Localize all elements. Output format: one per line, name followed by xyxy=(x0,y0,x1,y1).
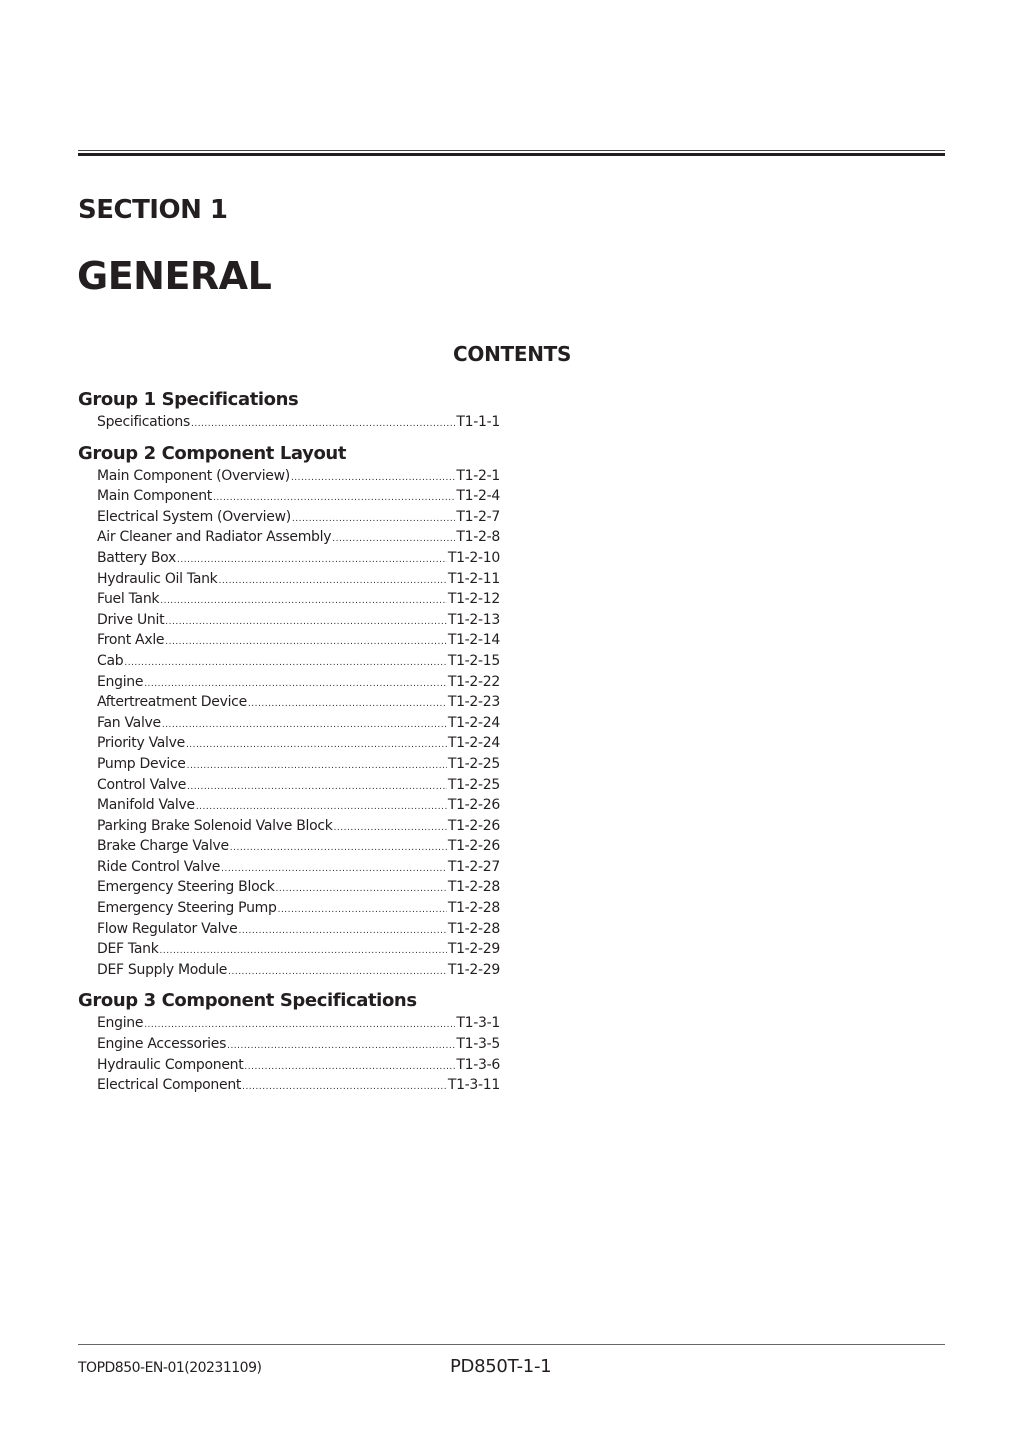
section-title: GENERAL xyxy=(77,254,272,298)
toc-entry-page: T1-2-27 xyxy=(447,858,500,875)
dot-leader xyxy=(278,900,447,921)
toc-entry-title: Hydraulic Oil Tank xyxy=(97,570,218,587)
toc-entry[interactable] xyxy=(78,857,500,878)
toc-entry-title: Control Valve xyxy=(97,776,187,793)
toc-entry-page: T1-2-1 xyxy=(456,467,500,484)
toc-entry[interactable] xyxy=(78,877,500,898)
toc-entry-title: DEF Supply Module xyxy=(97,961,228,978)
toc-entry[interactable] xyxy=(78,486,500,507)
toc-entry-page: T1-2-26 xyxy=(447,817,500,834)
dot-leader xyxy=(144,674,447,695)
dot-leader xyxy=(334,818,447,839)
toc-entry-page: T1-2-10 xyxy=(447,549,500,566)
section-label: SECTION 1 xyxy=(78,195,228,225)
toc-entry-title: Emergency Steering Pump xyxy=(97,900,277,917)
dot-leader xyxy=(165,612,447,633)
toc-entry-title: Priority Valve xyxy=(97,735,185,752)
toc-entry-title: Front Axle xyxy=(97,632,165,649)
dot-leader xyxy=(160,591,447,612)
toc-entry[interactable] xyxy=(78,692,500,713)
dot-leader xyxy=(242,1077,447,1098)
toc-entry-title: Parking Brake Solenoid Valve Block xyxy=(97,817,333,834)
toc-entry[interactable] xyxy=(78,1034,500,1055)
toc-entry-page: T1-2-22 xyxy=(447,673,500,690)
header-double-rule xyxy=(78,150,945,156)
toc-entry-page: T1-2-29 xyxy=(447,941,500,958)
dot-leader xyxy=(221,859,447,880)
toc-entry[interactable] xyxy=(78,939,500,960)
rule-thick-line xyxy=(78,153,945,156)
dot-leader xyxy=(291,468,455,489)
toc-entry-page: T1-2-8 xyxy=(456,529,500,546)
toc-entry-title: Drive Unit xyxy=(97,611,165,628)
toc-entry-title: Ride Control Valve xyxy=(97,858,221,875)
footer-rule xyxy=(78,1344,945,1345)
toc-entry-title: Engine xyxy=(97,673,144,690)
toc-entry[interactable] xyxy=(78,898,500,919)
toc-entry[interactable] xyxy=(78,466,500,487)
dot-leader xyxy=(227,1036,455,1057)
toc-entry[interactable] xyxy=(78,507,500,528)
toc-entry-title: Emergency Steering Block xyxy=(97,879,275,896)
dot-leader xyxy=(186,735,447,756)
dot-leader xyxy=(228,962,447,983)
table-of-contents xyxy=(78,388,500,1105)
toc-entry-title: Engine Accessories xyxy=(97,1036,227,1053)
toc-entry-title: DEF Tank xyxy=(97,941,159,958)
toc-entry-title: Specifications xyxy=(97,414,190,430)
toc-entry-title: Cab xyxy=(97,652,124,669)
toc-entry-page: T1-2-13 xyxy=(447,611,500,628)
toc-entry[interactable] xyxy=(78,836,500,857)
toc-entry-title: Fuel Tank xyxy=(97,591,160,608)
toc-entry-title: Aftertreatment Device xyxy=(97,694,247,711)
toc-entry-page: T1-2-25 xyxy=(447,776,500,793)
toc-entry-page: T1-3-1 xyxy=(456,1015,500,1032)
dot-leader xyxy=(124,653,446,674)
toc-entry[interactable] xyxy=(78,733,500,754)
toc-entry-title: Air Cleaner and Radiator Assembly xyxy=(97,529,332,546)
toc-entry[interactable] xyxy=(78,610,500,631)
toc-group xyxy=(78,388,500,433)
dot-leader xyxy=(196,797,447,818)
toc-entry-page: T1-2-12 xyxy=(447,591,500,608)
dot-leader xyxy=(276,879,447,900)
toc-entry-page: T1-2-28 xyxy=(447,879,500,896)
toc-entry-title: Main Component xyxy=(97,488,212,505)
dot-leader xyxy=(248,694,447,715)
toc-entry-page: T1-2-14 xyxy=(447,632,500,649)
toc-entry-page: T1-3-11 xyxy=(447,1077,500,1094)
dot-leader xyxy=(177,550,447,571)
toc-entry[interactable] xyxy=(78,960,500,981)
toc-entry[interactable] xyxy=(78,1075,500,1096)
toc-entry-page: T1-2-25 xyxy=(447,755,500,772)
toc-entry-page: T1-2-4 xyxy=(456,488,500,505)
toc-entry[interactable] xyxy=(78,816,500,837)
toc-entry-page: T1-2-26 xyxy=(447,838,500,855)
toc-entry[interactable] xyxy=(78,919,500,940)
toc-entry[interactable] xyxy=(78,754,500,775)
dot-leader xyxy=(144,1015,455,1036)
toc-entry[interactable] xyxy=(78,1055,500,1076)
document-code: TOPD850-EN-01(20231109) xyxy=(78,1360,262,1376)
toc-entry-title: Hydraulic Component xyxy=(97,1056,244,1073)
toc-entry[interactable] xyxy=(78,713,500,734)
toc-entry[interactable] xyxy=(78,775,500,796)
dot-leader xyxy=(332,529,455,550)
dot-leader xyxy=(162,715,447,736)
toc-entry-title: Pump Device xyxy=(97,755,186,772)
toc-entry[interactable] xyxy=(78,548,500,569)
toc-entry[interactable] xyxy=(78,795,500,816)
dot-leader xyxy=(230,838,447,859)
toc-entry-title: Fan Valve xyxy=(97,714,161,731)
toc-entry-page: T1-2-7 xyxy=(456,508,500,525)
toc-group-title[interactable]: Group 1 Specifications xyxy=(78,389,299,410)
toc-entry[interactable] xyxy=(78,630,500,651)
toc-entry[interactable] xyxy=(78,589,500,610)
toc-entry-page: T1-2-24 xyxy=(447,735,500,752)
toc-entry-page: T1-2-11 xyxy=(447,570,500,587)
toc-entry-title: Manifold Valve xyxy=(97,797,195,814)
toc-group-title[interactable]: Group 2 Component Layout xyxy=(78,442,347,464)
toc-entry-page: T1-2-28 xyxy=(447,920,500,937)
dot-leader xyxy=(165,632,447,653)
toc-entry-title: Battery Box xyxy=(97,549,176,566)
toc-entry-page: T1-2-26 xyxy=(447,797,500,814)
toc-group-title[interactable]: Group 3 Component Specifications xyxy=(78,990,417,1012)
toc-entry-page: T1-2-23 xyxy=(447,694,500,711)
contents-heading: CONTENTS xyxy=(453,342,572,366)
toc-entry-page: T1-3-6 xyxy=(456,1056,500,1073)
toc-entry[interactable] xyxy=(78,527,500,548)
dot-leader xyxy=(160,941,447,962)
dot-leader xyxy=(187,756,447,777)
toc-entry-page: T1-2-29 xyxy=(447,961,500,978)
dot-leader xyxy=(187,777,447,798)
toc-entry-title: Main Component (Overview) xyxy=(97,467,290,484)
toc-entry-title: Brake Charge Valve xyxy=(97,838,229,855)
toc-entry[interactable] xyxy=(78,569,500,590)
dot-leader xyxy=(213,488,455,509)
toc-entry-title: Electrical Component xyxy=(97,1077,242,1094)
toc-entry[interactable] xyxy=(78,412,500,433)
page-number: PD850T-1-1 xyxy=(450,1356,552,1377)
dot-leader xyxy=(218,571,446,592)
toc-entry-title: Engine xyxy=(97,1015,144,1032)
toc-entry[interactable] xyxy=(78,651,500,672)
dot-leader xyxy=(244,1057,455,1078)
toc-entry-title: Flow Regulator Valve xyxy=(97,920,238,937)
dot-leader xyxy=(238,921,446,942)
dot-leader xyxy=(292,509,456,530)
toc-entry-title: Electrical System (Overview) xyxy=(97,508,291,525)
toc-group xyxy=(78,442,500,981)
toc-entry-page: T1-3-5 xyxy=(456,1036,500,1053)
toc-group xyxy=(78,989,500,1095)
toc-entry-page: T1-2-28 xyxy=(447,900,500,917)
toc-entry-page: T1-2-24 xyxy=(447,714,500,731)
dot-leader xyxy=(191,414,455,435)
toc-entry-page: T1-2-15 xyxy=(447,652,500,669)
toc-entry[interactable] xyxy=(78,1013,500,1034)
toc-entry[interactable] xyxy=(78,672,500,693)
toc-entry-page: T1-1-1 xyxy=(456,414,500,430)
